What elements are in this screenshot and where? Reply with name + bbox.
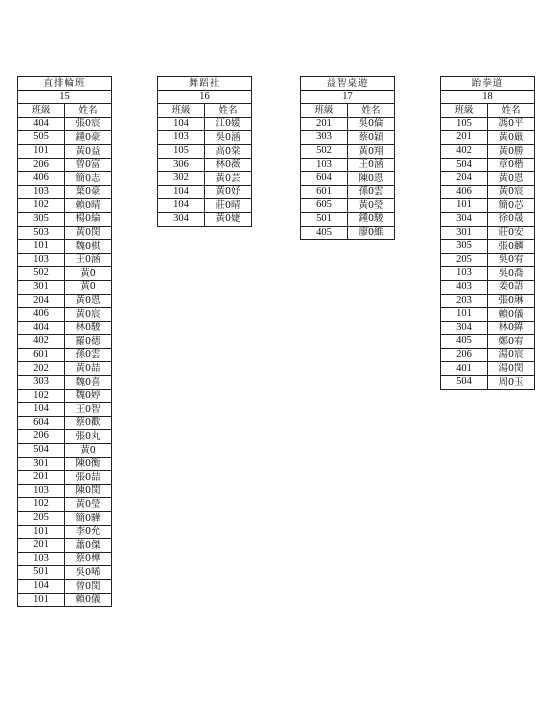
name-cell: 吳0涵 xyxy=(205,131,252,145)
club-title: 直排輪班 xyxy=(18,77,112,91)
class-cell: 201 xyxy=(18,539,65,553)
class-cell: 206 xyxy=(18,430,65,444)
class-cell: 406 xyxy=(441,185,488,199)
name-cell: 魏0婷 xyxy=(65,389,112,403)
table-row xyxy=(18,144,112,158)
name-cell: 張0宸 xyxy=(65,117,112,131)
name-cell: 鍾0駿 xyxy=(348,212,395,226)
table-row xyxy=(441,280,535,294)
name-cell: 張0丸 xyxy=(65,430,112,444)
class-cell: 206 xyxy=(441,348,488,362)
table-row xyxy=(18,172,112,186)
table-row xyxy=(18,552,112,566)
table-row xyxy=(18,267,112,281)
table-row xyxy=(18,444,112,458)
class-cell: 103 xyxy=(18,552,65,566)
table-row xyxy=(18,593,112,607)
name-cell: 吳0宥 xyxy=(488,253,535,267)
title-row xyxy=(158,77,252,91)
name-cell: 黃0厳 xyxy=(488,131,535,145)
table-row xyxy=(158,144,252,158)
class-cell: 501 xyxy=(301,212,348,226)
class-cell: 304 xyxy=(158,212,205,226)
title-row xyxy=(301,77,395,91)
header-name: 姓名 xyxy=(65,104,112,118)
table-row xyxy=(301,131,395,145)
name-cell: 湯0閔 xyxy=(488,362,535,376)
table-row xyxy=(18,471,112,485)
class-cell: 101 xyxy=(18,240,65,254)
name-cell: 張0麟 xyxy=(488,240,535,254)
name-cell: 姜0語 xyxy=(488,280,535,294)
name-cell: 吳0喬 xyxy=(488,267,535,281)
class-cell: 404 xyxy=(18,321,65,335)
table-row xyxy=(441,308,535,322)
class-cell: 601 xyxy=(18,348,65,362)
class-cell: 201 xyxy=(301,117,348,131)
table-row xyxy=(18,579,112,593)
class-cell: 605 xyxy=(301,199,348,213)
class-cell: 303 xyxy=(18,376,65,390)
class-cell: 404 xyxy=(18,117,65,131)
table-row xyxy=(18,212,112,226)
table-row xyxy=(18,362,112,376)
club-number: 17 xyxy=(301,90,395,104)
table-row xyxy=(301,226,395,240)
table-row xyxy=(158,199,252,213)
name-cell: 賴0儀 xyxy=(65,593,112,607)
name-cell: 王0涵 xyxy=(348,158,395,172)
table-row xyxy=(18,226,112,240)
name-cell: 周0玉 xyxy=(488,376,535,390)
name-cell: 馮0平 xyxy=(488,117,535,131)
class-cell: 201 xyxy=(441,131,488,145)
name-cell: 賴0晴 xyxy=(65,199,112,213)
club-table-2 xyxy=(157,76,252,227)
name-cell: 陳0恩 xyxy=(348,172,395,186)
table-row xyxy=(18,376,112,390)
name-cell: 楊0綸 xyxy=(65,212,112,226)
club-title: 舞蹈社 xyxy=(158,77,252,91)
club-number: 18 xyxy=(441,90,535,104)
name-cell: 林0緯 xyxy=(488,321,535,335)
name-cell: 陳0衡 xyxy=(65,457,112,471)
name-cell: 李0允 xyxy=(65,525,112,539)
header-row xyxy=(301,104,395,118)
table-row xyxy=(18,294,112,308)
class-cell: 103 xyxy=(18,484,65,498)
table-row xyxy=(18,185,112,199)
table-row xyxy=(441,199,535,213)
class-cell: 604 xyxy=(301,172,348,186)
name-cell: 簡0芯 xyxy=(488,199,535,213)
class-cell: 204 xyxy=(18,294,65,308)
class-cell: 102 xyxy=(18,199,65,213)
table-row xyxy=(441,267,535,281)
table-row xyxy=(18,457,112,471)
class-cell: 204 xyxy=(441,172,488,186)
table-row xyxy=(441,117,535,131)
class-cell: 205 xyxy=(441,253,488,267)
table-row xyxy=(441,376,535,390)
table-row xyxy=(18,253,112,267)
class-cell: 103 xyxy=(18,185,65,199)
name-cell: 吳0倫 xyxy=(348,117,395,131)
class-cell: 101 xyxy=(18,593,65,607)
class-cell: 306 xyxy=(158,158,205,172)
name-cell: 孫0雲 xyxy=(348,185,395,199)
class-cell: 103 xyxy=(441,267,488,281)
name-cell: 張0琳 xyxy=(488,294,535,308)
name-cell: 王0智 xyxy=(65,403,112,417)
number-row xyxy=(158,90,252,104)
name-cell: 蕭0傑 xyxy=(65,539,112,553)
table-row xyxy=(158,172,252,186)
class-cell: 201 xyxy=(18,471,65,485)
table-row xyxy=(158,117,252,131)
table-row xyxy=(18,430,112,444)
header-class: 班級 xyxy=(441,104,488,118)
table-row xyxy=(301,185,395,199)
club-title: 益智桌遊 xyxy=(301,77,395,91)
name-cell: 黃0 xyxy=(65,280,112,294)
class-cell: 302 xyxy=(158,172,205,186)
header-name: 姓名 xyxy=(205,104,252,118)
name-cell: 莊0安 xyxy=(488,226,535,240)
class-cell: 505 xyxy=(18,131,65,145)
table-row xyxy=(301,199,395,213)
class-cell: 104 xyxy=(158,117,205,131)
club-title: 跆拳道 xyxy=(441,77,535,91)
table-row xyxy=(301,172,395,186)
table-row xyxy=(18,321,112,335)
name-cell: 羅0德 xyxy=(65,335,112,349)
class-cell: 205 xyxy=(18,512,65,526)
table-row xyxy=(18,240,112,254)
class-cell: 103 xyxy=(18,253,65,267)
class-cell: 104 xyxy=(158,199,205,213)
table-row xyxy=(441,294,535,308)
name-cell: 賴0儀 xyxy=(488,308,535,322)
class-cell: 102 xyxy=(18,389,65,403)
table-row xyxy=(441,226,535,240)
table-row xyxy=(441,185,535,199)
class-cell: 304 xyxy=(441,212,488,226)
name-cell: 黃0翔 xyxy=(348,144,395,158)
name-cell: 江0媛 xyxy=(205,117,252,131)
header-name: 姓名 xyxy=(488,104,535,118)
name-cell: 林0薇 xyxy=(205,158,252,172)
header-class: 班級 xyxy=(158,104,205,118)
header-row xyxy=(18,104,112,118)
table-row xyxy=(158,212,252,226)
name-cell: 吳0唏 xyxy=(65,566,112,580)
table-row xyxy=(18,484,112,498)
class-cell: 406 xyxy=(18,172,65,186)
class-cell: 303 xyxy=(301,131,348,145)
class-cell: 405 xyxy=(301,226,348,240)
class-cell: 304 xyxy=(441,321,488,335)
class-cell: 502 xyxy=(301,144,348,158)
number-row xyxy=(301,90,395,104)
class-cell: 103 xyxy=(158,131,205,145)
name-cell: 黃0閔 xyxy=(65,226,112,240)
class-cell: 103 xyxy=(301,158,348,172)
name-cell: 黃0婕 xyxy=(205,212,252,226)
table-row xyxy=(18,566,112,580)
class-cell: 402 xyxy=(441,144,488,158)
class-cell: 604 xyxy=(18,416,65,430)
class-cell: 104 xyxy=(18,403,65,417)
name-cell: 簡0驊 xyxy=(65,512,112,526)
name-cell: 黃0 xyxy=(65,444,112,458)
class-cell: 301 xyxy=(18,280,65,294)
club-table-3 xyxy=(300,76,395,240)
table-row xyxy=(18,117,112,131)
class-cell: 301 xyxy=(18,457,65,471)
class-cell: 202 xyxy=(18,362,65,376)
name-cell: 黃0勝 xyxy=(488,144,535,158)
name-cell: 林0駿 xyxy=(65,321,112,335)
class-cell: 105 xyxy=(158,144,205,158)
name-cell: 王0涵 xyxy=(65,253,112,267)
name-cell: 曾0閔 xyxy=(65,579,112,593)
name-cell: 廖0維 xyxy=(348,226,395,240)
table-row xyxy=(301,158,395,172)
header-name: 姓名 xyxy=(348,104,395,118)
header-class: 班級 xyxy=(301,104,348,118)
class-cell: 402 xyxy=(18,335,65,349)
name-cell: 曾0富 xyxy=(65,158,112,172)
club-number: 15 xyxy=(18,90,112,104)
name-cell: 黃0妤 xyxy=(205,185,252,199)
class-cell: 401 xyxy=(441,362,488,376)
table-row xyxy=(18,348,112,362)
name-cell: 簡0志 xyxy=(65,172,112,186)
table-row xyxy=(18,335,112,349)
table-row xyxy=(441,144,535,158)
title-row xyxy=(441,77,535,91)
class-cell: 305 xyxy=(18,212,65,226)
name-cell: 蔡0歡 xyxy=(65,416,112,430)
name-cell: 黃0喆 xyxy=(65,362,112,376)
class-cell: 504 xyxy=(441,376,488,390)
class-cell: 206 xyxy=(18,158,65,172)
name-cell: 黃0瑩 xyxy=(65,498,112,512)
table-row xyxy=(18,403,112,417)
class-cell: 503 xyxy=(18,226,65,240)
class-cell: 502 xyxy=(18,267,65,281)
class-cell: 101 xyxy=(18,144,65,158)
table-row xyxy=(18,308,112,322)
title-row xyxy=(18,77,112,91)
header-class: 班級 xyxy=(18,104,65,118)
table-row xyxy=(18,389,112,403)
name-cell: 張0喆 xyxy=(65,471,112,485)
name-cell: 鍾0豪 xyxy=(65,131,112,145)
table-row xyxy=(18,539,112,553)
club-table-1 xyxy=(17,76,112,607)
class-cell: 101 xyxy=(441,308,488,322)
table-row xyxy=(441,253,535,267)
name-cell: 魏0喜 xyxy=(65,376,112,390)
table-row xyxy=(18,280,112,294)
name-cell: 黃0益 xyxy=(65,144,112,158)
table-row xyxy=(158,131,252,145)
table-row xyxy=(158,158,252,172)
name-cell: 徐0晟 xyxy=(488,212,535,226)
class-cell: 406 xyxy=(18,308,65,322)
table-row xyxy=(441,362,535,376)
name-cell: 魏0棋 xyxy=(65,240,112,254)
table-row xyxy=(18,158,112,172)
table-row xyxy=(441,321,535,335)
table-row xyxy=(441,172,535,186)
number-row xyxy=(18,90,112,104)
name-cell: 鄭0宥 xyxy=(488,335,535,349)
table-row xyxy=(301,212,395,226)
table-row xyxy=(301,144,395,158)
name-cell: 蔡0樺 xyxy=(65,552,112,566)
table-row xyxy=(158,185,252,199)
name-cell: 黃0瑩 xyxy=(348,199,395,213)
table-row xyxy=(18,498,112,512)
class-cell: 305 xyxy=(441,240,488,254)
class-cell: 504 xyxy=(18,444,65,458)
table-row xyxy=(441,158,535,172)
club-number: 16 xyxy=(158,90,252,104)
name-cell: 高0棠 xyxy=(205,144,252,158)
table-row xyxy=(18,199,112,213)
club-table-4 xyxy=(440,76,535,390)
class-cell: 601 xyxy=(301,185,348,199)
class-cell: 301 xyxy=(441,226,488,240)
table-row xyxy=(18,512,112,526)
number-row xyxy=(441,90,535,104)
class-cell: 501 xyxy=(18,566,65,580)
name-cell: 莊0晴 xyxy=(205,199,252,213)
name-cell: 黃0宸 xyxy=(488,185,535,199)
class-cell: 403 xyxy=(441,280,488,294)
name-cell: 黃0芸 xyxy=(205,172,252,186)
table-row xyxy=(441,335,535,349)
class-cell: 105 xyxy=(441,117,488,131)
class-cell: 504 xyxy=(441,158,488,172)
table-row xyxy=(441,212,535,226)
header-row xyxy=(441,104,535,118)
table-row xyxy=(301,117,395,131)
name-cell: 章0楷 xyxy=(488,158,535,172)
name-cell: 蔡0穎 xyxy=(348,131,395,145)
table-row xyxy=(441,348,535,362)
name-cell: 黃0恩 xyxy=(65,294,112,308)
header-row xyxy=(158,104,252,118)
class-cell: 102 xyxy=(18,498,65,512)
name-cell: 葉0豪 xyxy=(65,185,112,199)
name-cell: 黃0宸 xyxy=(65,308,112,322)
class-cell: 405 xyxy=(441,335,488,349)
table-row xyxy=(18,525,112,539)
name-cell: 黃0 xyxy=(65,267,112,281)
table-row xyxy=(18,416,112,430)
class-cell: 104 xyxy=(158,185,205,199)
class-cell: 101 xyxy=(18,525,65,539)
name-cell: 孫0雲 xyxy=(65,348,112,362)
name-cell: 黃0恩 xyxy=(488,172,535,186)
class-cell: 104 xyxy=(18,579,65,593)
table-row xyxy=(441,131,535,145)
class-cell: 203 xyxy=(441,294,488,308)
class-cell: 101 xyxy=(441,199,488,213)
name-cell: 湯0宸 xyxy=(488,348,535,362)
table-row xyxy=(18,131,112,145)
name-cell: 陳0閔 xyxy=(65,484,112,498)
table-row xyxy=(441,240,535,254)
